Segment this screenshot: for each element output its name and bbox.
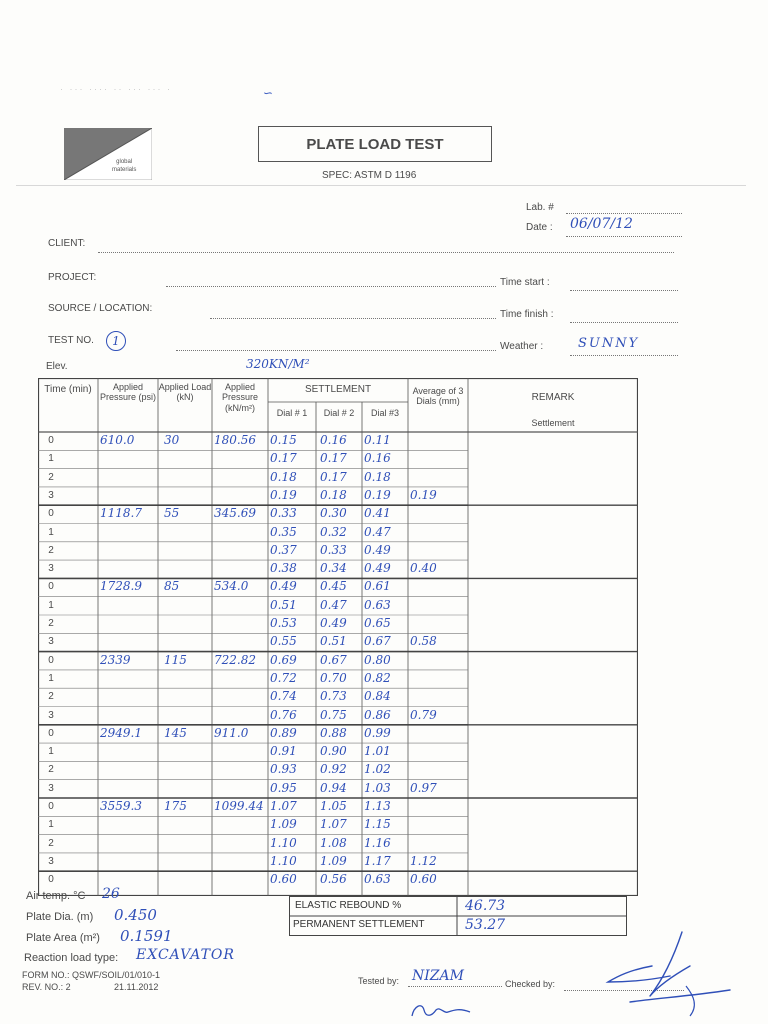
dial2-cell: 1.09 [320, 853, 347, 868]
checked-by-label: Checked by: [505, 979, 556, 989]
load-cell: 175 [164, 799, 187, 813]
time-cell: 0 [48, 801, 54, 812]
time-cell: 1 [48, 599, 54, 611]
weather-value: SUNNY [578, 336, 640, 351]
permanent-settlement-label: PERMANENT SETTLEMENT [293, 919, 425, 930]
air-temp-label: Air temp. °C [26, 890, 86, 902]
final-time-cell: 0 [48, 874, 54, 886]
time-cell: 2 [48, 764, 54, 776]
dial3-cell: 0.49 [364, 542, 391, 557]
dial1-cell: 0.72 [270, 670, 297, 685]
logo-text-line2: materials [112, 167, 137, 173]
final-average-cell: 0.60 [410, 872, 437, 887]
dial1-cell: 0.74 [270, 689, 297, 704]
time-cell: 1 [48, 453, 54, 465]
time-cell: 2 [48, 471, 54, 483]
tested-by-value: NIZAM [412, 968, 464, 984]
dial3-cell: 0.63 [364, 597, 391, 612]
spec-reference: SPEC: ASTM D 1196 [322, 170, 417, 181]
time-cell: 1 [48, 819, 54, 831]
dial3-cell: 0.41 [364, 506, 391, 521]
average-cell: 0.97 [410, 780, 437, 795]
dial2-cell: 0.16 [320, 433, 347, 447]
dial2-cell: 0.17 [320, 469, 347, 484]
pressure-kn-cell: 911.0 [214, 725, 249, 740]
final-dial2-cell: 0.56 [320, 872, 347, 887]
header-applied-pressure-kn: Applied Pressure (kN/m²) [221, 382, 258, 413]
dial1-cell: 0.53 [270, 616, 297, 630]
header-dial-3: Dial #3 [370, 408, 399, 418]
time-cell: 3 [48, 636, 54, 648]
time-cell: 0 [48, 727, 54, 739]
dial3-cell: 1.03 [364, 780, 391, 795]
dial2-cell: 1.08 [320, 835, 347, 850]
date-line [566, 236, 682, 237]
dial3-cell: 0.80 [364, 652, 391, 667]
reaction-load-value: EXCAVATOR [136, 947, 235, 963]
average-cell: 0.40 [410, 561, 437, 576]
dial1-cell: 0.37 [270, 542, 297, 557]
time-cell: 2 [48, 691, 54, 703]
plate-dia-value: 0.450 [114, 906, 157, 924]
load-cell: 115 [164, 652, 187, 667]
dial1-cell: 0.35 [270, 524, 297, 539]
dial2-cell: 1.05 [320, 799, 347, 813]
form-title: PLATE LOAD TEST [258, 126, 492, 162]
time-cell: 3 [48, 709, 54, 721]
plate-load-table [38, 378, 638, 896]
dial1-cell: 0.17 [270, 451, 297, 466]
dial3-cell: 0.99 [364, 725, 391, 740]
pressure-kn-cell: 1099.44 [214, 799, 264, 813]
dial3-cell: 0.65 [364, 616, 391, 630]
checker-signature [590, 926, 740, 1022]
dial1-cell: 0.95 [270, 780, 297, 795]
dial1-cell: 0.69 [270, 652, 297, 667]
tester-signature [408, 998, 478, 1022]
final-dial3-cell: 0.63 [364, 872, 391, 887]
header-applied-load: Applied Load (kN) [158, 382, 212, 403]
dial2-cell: 0.18 [320, 487, 347, 502]
time-cell: 3 [48, 563, 54, 575]
elastic-rebound-value: 46.73 [465, 898, 506, 914]
reaction-load-label: Reaction load type: [24, 952, 119, 964]
dial3-cell: 0.47 [364, 524, 391, 539]
elevation-label: Elev. [46, 361, 68, 372]
dial3-cell: 0.86 [364, 707, 391, 722]
test-number-label: TEST NO. [48, 335, 94, 346]
dial2-cell: 1.07 [320, 817, 347, 832]
dial3-cell: 0.49 [364, 561, 391, 576]
dial1-cell: 1.09 [270, 817, 297, 832]
dial2-cell: 0.94 [320, 780, 347, 795]
final-dial1-cell: 0.60 [270, 872, 297, 887]
header-dial-2: Dial # 2 [323, 408, 355, 418]
header-time: Time (min) [44, 384, 92, 395]
load-cell: 55 [164, 506, 180, 521]
dial2-cell: 0.49 [320, 616, 347, 630]
pressure-psi-cell: 610.0 [100, 433, 135, 447]
dial2-cell: 0.30 [320, 506, 347, 521]
dial2-cell: 0.51 [320, 634, 347, 649]
dial2-cell: 0.17 [320, 451, 347, 466]
dial1-cell: 1.10 [270, 853, 297, 868]
header-average: Average of 3 Dials (mm) [412, 386, 464, 407]
time-cell: 1 [48, 672, 54, 684]
time-cell: 3 [48, 782, 54, 794]
source-location-line [210, 318, 496, 319]
dial3-cell: 0.11 [364, 433, 391, 447]
header-divider [16, 185, 746, 186]
load-cell: 30 [164, 433, 180, 447]
dial3-cell: 1.01 [364, 744, 391, 759]
pressure-kn-cell: 345.69 [214, 506, 256, 521]
dial1-cell: 0.76 [270, 707, 297, 722]
dial1-cell: 0.55 [270, 634, 297, 649]
elastic-rebound-label: ELASTIC REBOUND % [295, 900, 402, 911]
average-cell: 0.58 [410, 634, 437, 649]
project-label: PROJECT: [48, 272, 97, 283]
scan-noise: · ··· ···· ·· ··· ··· · [60, 84, 172, 94]
time-cell: 0 [48, 581, 54, 593]
air-temp-value: 26 [102, 886, 120, 902]
dial2-cell: 0.34 [320, 561, 347, 576]
dial2-cell: 0.32 [320, 524, 347, 539]
results-box [289, 896, 627, 936]
dial1-cell: 0.38 [270, 561, 297, 576]
time-start-line [570, 290, 678, 291]
dial2-cell: 0.70 [320, 670, 347, 685]
time-start-label: Time start : [500, 277, 550, 288]
time-cell: 2 [48, 618, 54, 629]
average-cell: 0.19 [410, 487, 437, 502]
load-cell: 85 [164, 579, 180, 594]
dial1-cell: 0.19 [270, 487, 297, 502]
dial3-cell: 0.18 [364, 469, 391, 484]
pressure-psi-cell: 2339 [100, 652, 131, 667]
dial3-cell: 0.67 [364, 634, 391, 649]
time-cell: 0 [48, 508, 54, 520]
pressure-kn-cell: 722.82 [214, 652, 256, 667]
header-dial-1: Dial # 1 [276, 408, 308, 418]
weather-line [570, 355, 678, 356]
load-cell: 145 [164, 725, 187, 740]
pressure-kn-cell: 534.0 [214, 579, 249, 594]
dial2-cell: 0.45 [320, 579, 347, 594]
revision-date: 21.11.2012 [114, 982, 159, 992]
time-finish-label: Time finish : [500, 309, 554, 320]
header-settlement: SETTLEMENT [304, 384, 372, 395]
dial1-cell: 0.33 [270, 506, 297, 521]
time-cell: 0 [48, 435, 54, 446]
dial2-cell: 0.67 [320, 652, 347, 667]
project-line [166, 286, 496, 287]
time-cell: 2 [48, 837, 54, 849]
dial2-cell: 0.75 [320, 707, 347, 722]
dial3-cell: 0.61 [364, 579, 391, 594]
dial1-cell: 1.07 [270, 799, 297, 813]
dial3-cell: 1.16 [364, 835, 391, 850]
time-cell: 3 [48, 855, 54, 867]
header-applied-pressure-psi: Applied Pressure (psi) [99, 382, 156, 403]
form-number: FORM NO.: QSWF/SOIL/01/010-1 [22, 970, 161, 980]
dial3-cell: 1.15 [364, 817, 391, 832]
dial1-cell: 0.49 [270, 579, 297, 594]
dial3-cell: 1.17 [364, 853, 391, 868]
header-remark: REMARK [531, 392, 575, 403]
company-logo [64, 128, 152, 180]
dial2-cell: 0.47 [320, 597, 347, 612]
dial1-cell: 1.10 [270, 835, 297, 850]
source-location-label: SOURCE / LOCATION: [48, 303, 153, 314]
tested-by-label: Tested by: [358, 976, 400, 986]
header-remark-settlement: Settlement [531, 418, 575, 428]
dial3-cell: 0.19 [364, 487, 391, 502]
dial3-cell: 0.82 [364, 670, 391, 685]
dial2-cell: 0.73 [320, 689, 347, 704]
time-finish-line [570, 322, 678, 323]
weather-label: Weather : [500, 341, 544, 352]
dial3-cell: 1.13 [364, 799, 391, 813]
plate-area-value: 0.1591 [120, 927, 173, 945]
dial2-cell: 0.33 [320, 542, 347, 557]
permanent-settlement-value: 53.27 [465, 917, 506, 933]
lab-number-label: Lab. # [526, 202, 554, 213]
pressure-psi-cell: 1118.7 [100, 506, 142, 521]
dial2-cell: 0.90 [320, 744, 347, 759]
dial2-cell: 0.92 [320, 762, 347, 777]
pressure-psi-cell: 2949.1 [100, 725, 142, 740]
time-cell: 0 [48, 654, 54, 666]
average-cell: 1.12 [410, 853, 437, 868]
dial1-cell: 0.51 [270, 597, 297, 612]
client-line [98, 252, 674, 253]
time-cell: 1 [48, 526, 54, 538]
pressure-psi-cell: 3559.3 [100, 799, 142, 813]
lab-number-line [566, 213, 682, 214]
time-cell: 2 [48, 544, 54, 556]
date-value: 06/07/12 [570, 216, 633, 232]
time-cell: 1 [48, 746, 54, 758]
dial3-cell: 0.16 [364, 451, 391, 466]
pressure-note: 320KN/M² [246, 357, 310, 371]
ink-scribble: ∽ [262, 86, 273, 100]
dial1-cell: 0.15 [270, 433, 297, 447]
dial3-cell: 1.02 [364, 762, 391, 777]
test-number-value: 1 [106, 331, 126, 351]
logo-text-line1: global [116, 159, 133, 165]
pressure-psi-cell: 1728.9 [100, 579, 142, 594]
dial1-cell: 0.89 [270, 725, 297, 740]
average-cell: 0.79 [410, 707, 437, 722]
plate-area-label: Plate Area (m²) [26, 932, 100, 944]
dial2-cell: 0.88 [320, 725, 347, 740]
dial3-cell: 0.84 [364, 689, 391, 704]
plate-dia-label: Plate Dia. (m) [26, 911, 94, 923]
dial1-cell: 0.18 [270, 469, 297, 484]
dial1-cell: 0.93 [270, 762, 297, 777]
test-number-line [176, 350, 496, 351]
pressure-kn-cell: 180.56 [214, 433, 256, 447]
revision-number: REV. NO.: 2 [22, 982, 71, 992]
time-cell: 3 [48, 489, 54, 501]
tested-by-line [408, 986, 502, 987]
client-label: CLIENT: [48, 238, 86, 249]
dial1-cell: 0.91 [270, 744, 297, 759]
date-label: Date : [526, 222, 553, 233]
